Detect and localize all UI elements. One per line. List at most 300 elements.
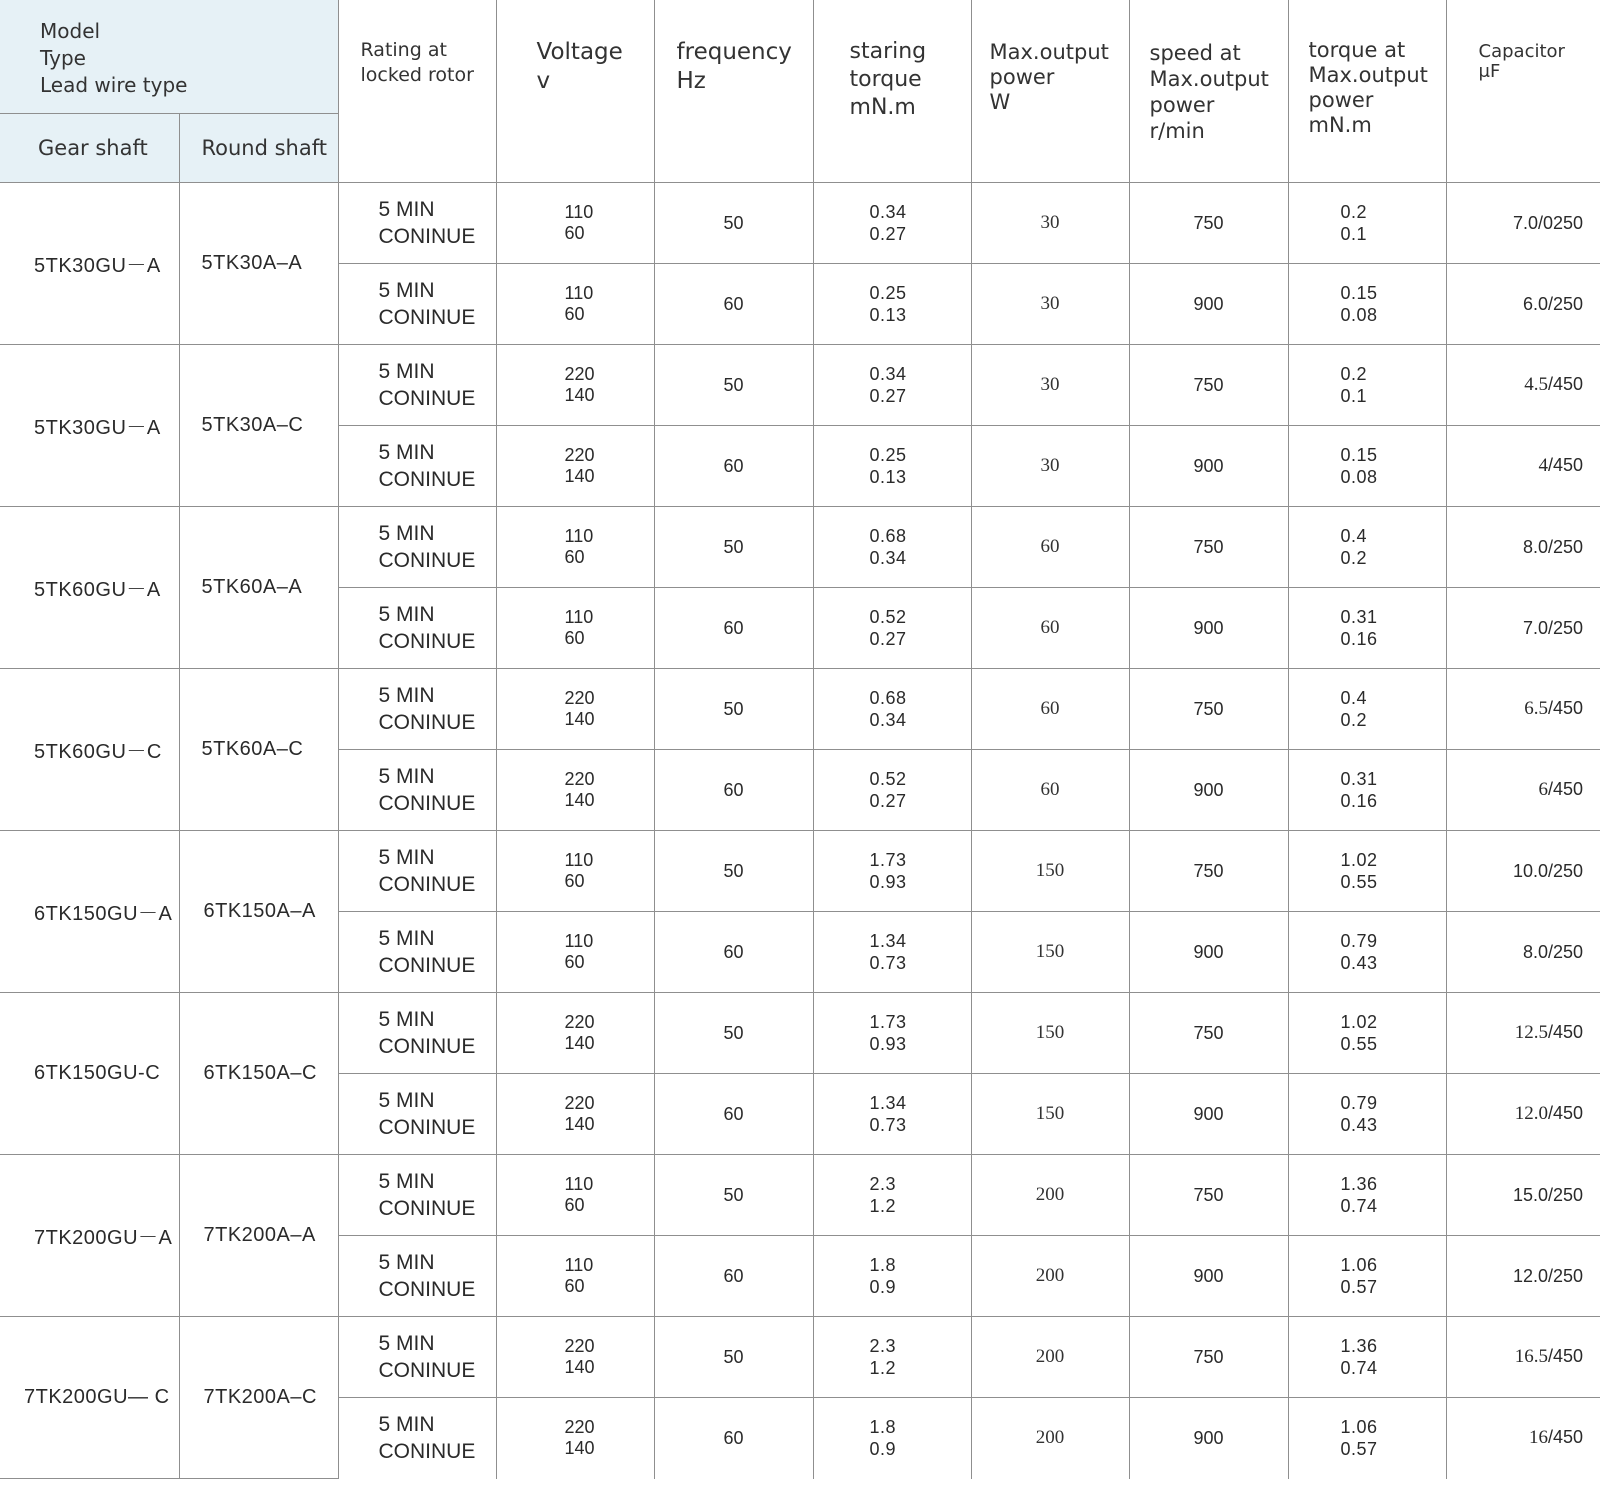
torque-value: 2.3	[869, 1336, 897, 1356]
torque-max-cell	[1288, 345, 1446, 426]
capacitor-cell	[1446, 1074, 1600, 1155]
frequency-cell: 60	[654, 1398, 813, 1479]
table-row	[0, 183, 1600, 264]
voltage-value: 140	[564, 1033, 595, 1053]
round-shaft-model: 6TK150A–C	[179, 993, 338, 1155]
rating-line: 5 MIN	[378, 1413, 435, 1437]
header-capacitor-line: Capacitor	[1478, 41, 1565, 62]
speed-cell: 750	[1129, 993, 1288, 1074]
capacitor-cell: 7.0/0250	[1446, 183, 1600, 264]
max-output-power-cell: 200	[971, 1236, 1129, 1317]
torque-value: 0.68	[869, 688, 907, 708]
capacitor-cell	[1446, 993, 1600, 1074]
torque-max-value: 0.55	[1340, 1034, 1378, 1054]
frequency-cell: 50	[654, 993, 813, 1074]
torque-max-value: 0.43	[1340, 953, 1378, 973]
header-model: Model	[40, 19, 101, 43]
torque-max-value: 0.4	[1340, 526, 1368, 546]
max-output-power-cell: 200	[971, 1155, 1129, 1236]
voltage-cell	[496, 831, 654, 912]
speed-cell: 750	[1129, 183, 1288, 264]
gear-shaft-model: 7TK200GU－A	[0, 1155, 179, 1317]
capacitor-cell	[1446, 669, 1600, 750]
voltage-value: 60	[564, 547, 585, 567]
torque-value: 1.34	[869, 1093, 907, 1113]
voltage-value: 60	[564, 952, 585, 972]
voltage-cell	[496, 183, 654, 264]
gear-shaft-model: 6TK150GU-C	[0, 993, 179, 1155]
max-output-power-cell: 60	[971, 507, 1129, 588]
rating-line: 5 MIN	[378, 1251, 435, 1274]
voltage-value: 60	[564, 1195, 585, 1215]
rating-cell	[338, 831, 496, 912]
starting-torque-cell	[813, 669, 971, 750]
rating-line: CONINUE	[378, 630, 476, 653]
header-capacitor-unit: μF	[1478, 61, 1501, 82]
header-model-type	[0, 0, 338, 114]
torque-max-value: 0.08	[1340, 467, 1378, 487]
frequency-cell: 60	[654, 1074, 813, 1155]
speed-cell: 900	[1129, 426, 1288, 507]
voltage-cell	[496, 345, 654, 426]
torque-max-cell	[1288, 183, 1446, 264]
torque-value: 1.8	[869, 1255, 897, 1275]
max-output-power-cell: 30	[971, 426, 1129, 507]
torque-value: 0.25	[869, 283, 907, 303]
frequency-cell: 50	[654, 831, 813, 912]
capacitor-voltage: /450	[1547, 1427, 1584, 1448]
torque-value: 0.52	[869, 607, 907, 627]
torque-max-value: 0.2	[1340, 364, 1368, 384]
voltage-cell	[496, 1236, 654, 1317]
header-max-output-power	[971, 0, 1129, 183]
header-gear-shaft: Gear shaft	[0, 114, 179, 183]
rating-cell	[338, 669, 496, 750]
speed-cell: 750	[1129, 1155, 1288, 1236]
capacitor-value: 4	[1538, 455, 1548, 476]
torque-max-cell	[1288, 426, 1446, 507]
rating-cell	[338, 588, 496, 669]
torque-max-value: 0.2	[1340, 548, 1368, 568]
torque-value: 0.13	[869, 305, 907, 325]
header-speed-line: speed at	[1149, 41, 1241, 65]
torque-max-value: 0.08	[1340, 305, 1378, 325]
speed-cell: 750	[1129, 1317, 1288, 1398]
frequency-cell: 60	[654, 750, 813, 831]
capacitor-voltage: /450	[1547, 1346, 1584, 1366]
header-frequency-unit: Hz	[676, 68, 706, 94]
max-output-power-cell: 200	[971, 1398, 1129, 1479]
gear-shaft-model: 7TK200GU— C	[0, 1317, 179, 1479]
voltage-cell	[496, 507, 654, 588]
frequency-cell: 50	[654, 345, 813, 426]
voltage-cell	[496, 993, 654, 1074]
speed-cell: 900	[1129, 912, 1288, 993]
rating-line: 5 MIN	[378, 684, 435, 707]
voltage-value: 220	[564, 769, 595, 789]
rating-line: CONINUE	[378, 1359, 476, 1382]
max-output-power-cell: 60	[971, 588, 1129, 669]
header-torque-unit: mN.m	[849, 95, 916, 120]
voltage-value: 140	[564, 1114, 595, 1134]
rating-cell	[338, 426, 496, 507]
capacitor-cell: 8.0/250	[1446, 912, 1600, 993]
torque-max-cell	[1288, 1155, 1446, 1236]
max-output-power-cell: 60	[971, 669, 1129, 750]
torque-value: 0.25	[869, 445, 907, 465]
table-row	[0, 345, 1600, 426]
capacitor-voltage: /450	[1547, 698, 1584, 718]
rating-cell	[338, 912, 496, 993]
voltage-value: 220	[564, 1336, 595, 1356]
voltage-value: 110	[564, 202, 594, 222]
torque-value: 0.34	[869, 548, 907, 568]
max-output-power-cell: 60	[971, 750, 1129, 831]
torque-max-value: 1.02	[1340, 1012, 1378, 1032]
voltage-value: 110	[564, 607, 594, 627]
torque-max-cell	[1288, 1398, 1446, 1479]
torque-max-value: 0.79	[1340, 1093, 1378, 1113]
rating-line: 5 MIN	[378, 603, 435, 626]
torque-max-value: 0.43	[1340, 1115, 1378, 1135]
torque-max-value: 0.55	[1340, 872, 1378, 892]
capacitor-value: 6	[1538, 779, 1548, 800]
torque-max-value: 1.02	[1340, 850, 1378, 870]
torque-max-cell	[1288, 831, 1446, 912]
torque-max-value: 0.15	[1340, 445, 1378, 465]
capacitor-cell: 6.0/250	[1446, 264, 1600, 345]
capacitor-value: 4.5	[1524, 374, 1548, 395]
header-torque-line: staring	[849, 39, 927, 64]
capacitor-voltage: /450	[1547, 1022, 1584, 1042]
torque-value: 2.3	[869, 1174, 897, 1194]
rating-line: 5 MIN	[378, 360, 435, 383]
torque-value: 0.27	[869, 629, 907, 649]
voltage-cell	[496, 588, 654, 669]
capacitor-voltage: /450	[1547, 455, 1584, 475]
capacitor-cell	[1446, 1398, 1600, 1479]
rating-line: CONINUE	[378, 1035, 476, 1058]
round-shaft-model: 5TK60A–A	[179, 507, 338, 669]
starting-torque-cell	[813, 1155, 971, 1236]
starting-torque-cell	[813, 750, 971, 831]
starting-torque-cell	[813, 831, 971, 912]
max-output-power-cell: 150	[971, 1074, 1129, 1155]
voltage-cell	[496, 426, 654, 507]
header-frequency	[654, 0, 813, 183]
voltage-cell	[496, 669, 654, 750]
speed-cell: 900	[1129, 264, 1288, 345]
capacitor-voltage: /450	[1547, 779, 1584, 799]
torque-max-cell	[1288, 588, 1446, 669]
torque-max-value: 0.15	[1340, 283, 1378, 303]
gear-shaft-model: 5TK30GU－A	[0, 345, 179, 507]
header-frequency-line: frequency	[676, 39, 792, 65]
torque-value: 0.34	[869, 364, 907, 384]
round-shaft-model: 5TK60A–C	[179, 669, 338, 831]
round-shaft-model: 6TK150A–A	[179, 831, 338, 993]
torque-max-cell	[1288, 264, 1446, 345]
capacitor-cell	[1446, 426, 1600, 507]
table-row	[0, 993, 1600, 1074]
torque-max-cell	[1288, 1317, 1446, 1398]
rating-cell	[338, 1155, 496, 1236]
header-voltage	[496, 0, 654, 183]
torque-max-value: 0.31	[1340, 607, 1378, 627]
gear-shaft-model: 5TK60GU－C	[0, 669, 179, 831]
rating-line: 5 MIN	[378, 522, 435, 545]
torque-value: 0.27	[869, 791, 907, 811]
rating-line: CONINUE	[378, 387, 476, 410]
voltage-value: 140	[564, 709, 595, 729]
header-speed	[1129, 0, 1288, 183]
starting-torque-cell	[813, 912, 971, 993]
voltage-value: 110	[564, 283, 594, 303]
torque-value: 0.52	[869, 769, 907, 789]
header-power-line: Max.output	[989, 40, 1109, 64]
frequency-cell: 50	[654, 1155, 813, 1236]
voltage-value: 60	[564, 1276, 585, 1296]
torque-max-value: 0.57	[1340, 1439, 1378, 1460]
torque-value: 0.27	[869, 224, 907, 244]
speed-cell: 900	[1129, 1236, 1288, 1317]
max-output-power-cell: 200	[971, 1317, 1129, 1398]
capacitor-voltage: /450	[1547, 374, 1584, 394]
voltage-value: 110	[564, 1255, 594, 1275]
rating-line: CONINUE	[378, 711, 476, 734]
torque-max-cell	[1288, 507, 1446, 588]
torque-max-value: 0.31	[1340, 769, 1378, 789]
speed-cell: 750	[1129, 831, 1288, 912]
frequency-cell: 60	[654, 264, 813, 345]
torque-value: 0.9	[869, 1277, 897, 1297]
rating-cell	[338, 345, 496, 426]
rating-line: CONINUE	[378, 549, 476, 572]
rating-line: 5 MIN	[378, 279, 435, 302]
rating-line: CONINUE	[378, 468, 476, 491]
voltage-value: 110	[564, 931, 594, 951]
rating-cell	[338, 1398, 496, 1479]
torque-max-cell	[1288, 993, 1446, 1074]
torque-max-value: 0.16	[1340, 791, 1378, 811]
speed-cell: 900	[1129, 750, 1288, 831]
rating-cell	[338, 1317, 496, 1398]
torque-value: 1.2	[869, 1358, 897, 1378]
header-speed-line: Max.output	[1149, 67, 1269, 91]
capacitor-value: 12.0	[1514, 1103, 1548, 1124]
torque-value: 0.27	[869, 386, 907, 406]
round-shaft-model: 5TK30A–C	[179, 345, 338, 507]
torque-value: 1.34	[869, 931, 907, 951]
round-shaft-model: 5TK30A–A	[179, 183, 338, 345]
gear-shaft-model: 5TK30GU－A	[0, 183, 179, 345]
rating-cell	[338, 183, 496, 264]
max-output-power-cell: 30	[971, 183, 1129, 264]
header-power-unit: W	[989, 90, 1011, 114]
table-row	[0, 1317, 1600, 1398]
torque-value: 0.73	[869, 1115, 907, 1135]
speed-cell: 750	[1129, 669, 1288, 750]
voltage-value: 220	[564, 445, 595, 465]
rating-line: CONINUE	[378, 1278, 476, 1301]
rating-line: 5 MIN	[378, 1170, 435, 1193]
capacitor-value: 16.5	[1514, 1346, 1548, 1367]
round-shaft-model: 7TK200A–C	[179, 1317, 338, 1479]
rating-cell	[338, 1074, 496, 1155]
capacitor-cell: 8.0/250	[1446, 507, 1600, 588]
frequency-cell: 50	[654, 183, 813, 264]
voltage-value: 220	[564, 1417, 595, 1438]
rating-cell	[338, 1236, 496, 1317]
header-voltage-unit: v	[536, 68, 551, 94]
starting-torque-cell	[813, 426, 971, 507]
rating-line: CONINUE	[378, 1197, 476, 1220]
capacitor-cell: 12.0/250	[1446, 1236, 1600, 1317]
rating-line: 5 MIN	[378, 1008, 435, 1031]
header-type: Type	[40, 46, 86, 70]
torque-max-value: 0.57	[1340, 1277, 1378, 1297]
starting-torque-cell	[813, 993, 971, 1074]
speed-cell: 750	[1129, 507, 1288, 588]
torque-value: 1.2	[869, 1196, 897, 1216]
header-tmax-line: power	[1308, 88, 1374, 112]
torque-value: 0.9	[869, 1439, 897, 1460]
table-row	[0, 831, 1600, 912]
capacitor-cell	[1446, 345, 1600, 426]
rating-line: CONINUE	[378, 1440, 476, 1464]
voltage-value: 140	[564, 1357, 595, 1377]
rating-cell	[338, 507, 496, 588]
voltage-value: 140	[564, 385, 595, 405]
starting-torque-cell	[813, 588, 971, 669]
speed-cell: 900	[1129, 1398, 1288, 1479]
torque-max-cell	[1288, 750, 1446, 831]
torque-max-value: 1.36	[1340, 1336, 1378, 1356]
torque-max-value: 0.79	[1340, 931, 1378, 951]
starting-torque-cell	[813, 1074, 971, 1155]
voltage-cell	[496, 1074, 654, 1155]
voltage-value: 60	[564, 304, 585, 324]
voltage-value: 220	[564, 1012, 595, 1032]
speed-cell: 750	[1129, 345, 1288, 426]
rating-line: 5 MIN	[378, 765, 435, 788]
header-tmax-line: Max.output	[1308, 63, 1428, 87]
rating-line: 5 MIN	[378, 1089, 435, 1112]
starting-torque-cell	[813, 1236, 971, 1317]
torque-max-value: 0.74	[1340, 1196, 1378, 1216]
rating-line: CONINUE	[378, 954, 476, 977]
header-speed-unit: r/min	[1149, 119, 1205, 143]
rating-line: CONINUE	[378, 225, 476, 248]
torque-value: 0.34	[869, 710, 907, 730]
torque-value: 0.13	[869, 467, 907, 487]
rating-line: 5 MIN	[378, 441, 435, 464]
capacitor-cell	[1446, 750, 1600, 831]
gear-shaft-model: 6TK150GU－A	[0, 831, 179, 993]
rating-line: CONINUE	[378, 306, 476, 329]
voltage-value: 220	[564, 688, 595, 708]
max-output-power-cell: 150	[971, 912, 1129, 993]
rating-cell	[338, 264, 496, 345]
voltage-cell	[496, 1398, 654, 1479]
voltage-value: 60	[564, 871, 585, 891]
rating-line: 5 MIN	[378, 846, 435, 869]
header-rating-line: Rating at	[360, 39, 447, 61]
voltage-value: 60	[564, 223, 585, 243]
header-lead-wire: Lead wire type	[40, 73, 188, 97]
header-torque-line: torque	[849, 67, 922, 92]
torque-max-value: 1.06	[1340, 1417, 1378, 1438]
max-output-power-cell: 30	[971, 345, 1129, 426]
voltage-value: 140	[564, 1438, 595, 1459]
starting-torque-cell	[813, 183, 971, 264]
rating-line: CONINUE	[378, 873, 476, 896]
header-speed-line: power	[1149, 93, 1215, 117]
torque-value: 1.8	[869, 1417, 897, 1438]
voltage-value: 140	[564, 790, 595, 810]
capacitor-cell: 15.0/250	[1446, 1155, 1600, 1236]
starting-torque-cell	[813, 1317, 971, 1398]
voltage-cell	[496, 1317, 654, 1398]
capacitor-cell: 10.0/250	[1446, 831, 1600, 912]
voltage-value: 220	[564, 1093, 595, 1113]
rating-line: 5 MIN	[378, 198, 435, 221]
torque-max-cell	[1288, 1074, 1446, 1155]
frequency-cell: 50	[654, 1317, 813, 1398]
torque-max-value: 0.2	[1340, 710, 1368, 730]
frequency-cell: 50	[654, 507, 813, 588]
header-starting-torque	[813, 0, 971, 183]
rating-line: 5 MIN	[378, 1332, 435, 1355]
header-power-line: power	[989, 65, 1055, 89]
starting-torque-cell	[813, 264, 971, 345]
torque-value: 1.73	[869, 1012, 907, 1032]
torque-max-value: 0.1	[1340, 386, 1368, 406]
voltage-value: 140	[564, 466, 595, 486]
capacitor-voltage: /450	[1547, 1103, 1584, 1123]
torque-value: 0.68	[869, 526, 907, 546]
voltage-value: 60	[564, 628, 585, 648]
torque-max-cell	[1288, 912, 1446, 993]
speed-cell: 900	[1129, 1074, 1288, 1155]
rating-line: CONINUE	[378, 792, 476, 815]
frequency-cell: 50	[654, 669, 813, 750]
torque-max-value: 1.06	[1340, 1255, 1378, 1275]
capacitor-cell	[1446, 1317, 1600, 1398]
voltage-value: 220	[564, 364, 595, 384]
header-round-shaft: Round shaft	[179, 114, 338, 183]
voltage-value: 110	[564, 526, 594, 546]
speed-cell: 900	[1129, 588, 1288, 669]
header-capacitor	[1446, 0, 1600, 183]
torque-value: 0.73	[869, 953, 907, 973]
torque-max-value: 0.1	[1340, 224, 1368, 244]
torque-max-cell	[1288, 1236, 1446, 1317]
rating-line: CONINUE	[378, 1116, 476, 1139]
capacitor-value: 6.5	[1524, 698, 1548, 719]
capacitor-value: 16	[1528, 1427, 1548, 1449]
torque-max-value: 0.2	[1340, 202, 1368, 222]
round-shaft-model: 7TK200A–A	[179, 1155, 338, 1317]
voltage-cell	[496, 264, 654, 345]
torque-value: 1.73	[869, 850, 907, 870]
torque-max-value: 0.16	[1340, 629, 1378, 649]
frequency-cell: 60	[654, 912, 813, 993]
starting-torque-cell	[813, 507, 971, 588]
torque-max-cell	[1288, 669, 1446, 750]
rating-cell	[338, 750, 496, 831]
max-output-power-cell: 30	[971, 264, 1129, 345]
